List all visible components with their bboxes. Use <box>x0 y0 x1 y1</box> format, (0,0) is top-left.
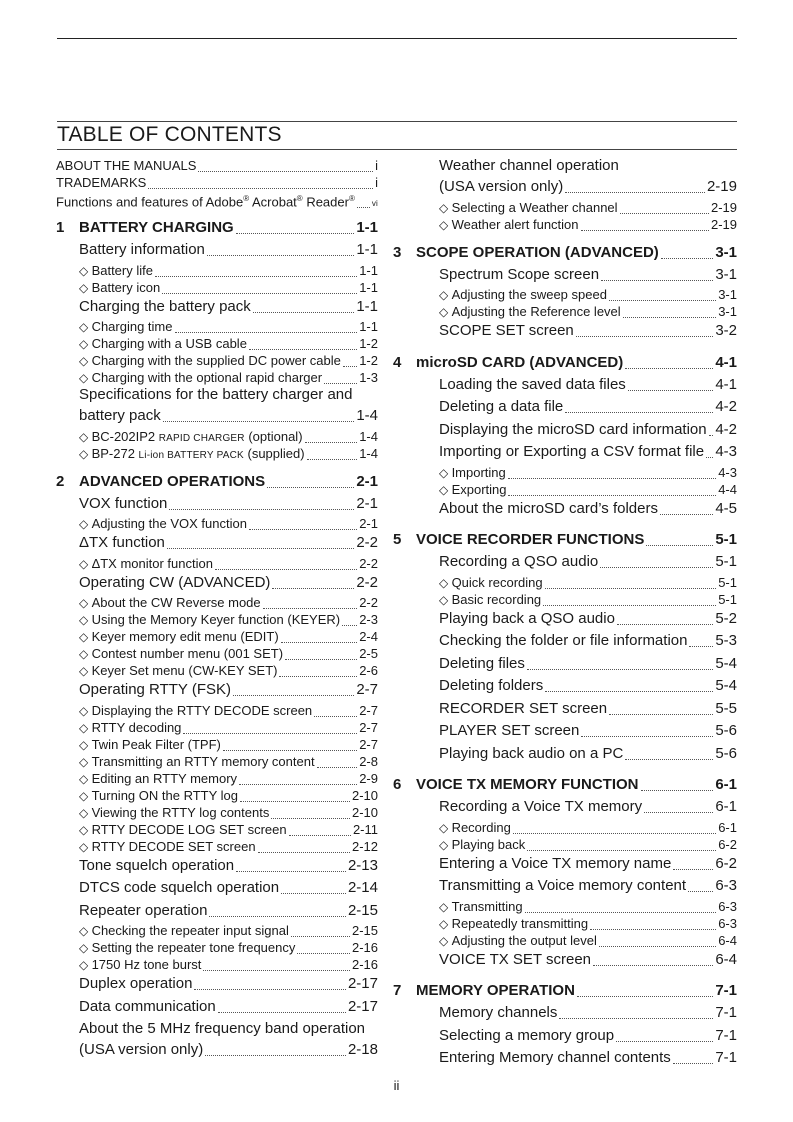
toc-entry-deleting-folders[interactable]: Deleting folders 5-4 <box>439 677 737 694</box>
toc-subentry-keyer-set-menu-cw-key-set[interactable]: ◇ Keyer Set menu (CW-KEY SET) 2-6 <box>56 661 378 678</box>
toc-subentry-adjusting-the-output-level[interactable]: ◇ Adjusting the output level 6-4 <box>416 931 737 948</box>
toc-entry-weather-line1[interactable]: Weather channel operation <box>439 157 619 174</box>
toc-entry-adobe-features[interactable]: Functions and features of Adobe® Acrobat® Reader® vi <box>56 194 378 210</box>
toc-subentry-adjusting-the-sweep-speed[interactable]: ◇ Adjusting the sweep speed 3-1 <box>416 285 737 302</box>
toc-subentry-about-the-cw-reverse-mode[interactable]: ◇ About the CW Reverse mode 2-2 <box>56 593 378 610</box>
toc-subentry-adjusting-the-vox-function[interactable]: ◇ Adjusting the VOX function 2-1 <box>56 514 378 531</box>
toc-entry-tx-function[interactable]: ΔTX function 2-2 <box>79 534 378 551</box>
chapter-6-heading[interactable]: 6 VOICE TX MEMORY FUNCTION 6-1 <box>393 776 737 793</box>
toc-entry-deleting-files[interactable]: Deleting files 5-4 <box>439 654 737 672</box>
chapter-2-entries <box>56 492 378 1018</box>
chapter-1-heading[interactable]: 1 BATTERY CHARGING 1-1 <box>56 219 378 236</box>
toc-subentry-rapid-charger[interactable]: ◇ Charging with the optional rapid charger 1-3 <box>56 368 378 385</box>
toc-entry-player-set-screen[interactable]: PLAYER SET screen 5-6 <box>439 722 737 739</box>
toc-left-column <box>56 156 378 1061</box>
toc-entry-memory-channels[interactable]: Memory channels 7-1 <box>439 1004 737 1021</box>
toc-entry-displaying-the-microsd-card-information[interactable]: Displaying the microSD card information 4-2 <box>439 420 737 438</box>
toc-subentry-displaying-the-rtty-decode-screen[interactable]: ◇ Displaying the RTTY DECODE screen 2-7 <box>56 701 378 718</box>
toc-entry-duplex-operation[interactable]: Duplex operation 2-17 <box>79 975 378 992</box>
chapter-7-heading[interactable]: 7 MEMORY OPERATION 7-1 <box>393 982 737 999</box>
toc-subentry-transmitting[interactable]: ◇ Transmitting 6-3 <box>416 897 737 914</box>
toc-entry-checking-the-folder-or-file-information[interactable]: Checking the folder or file information 5-3 <box>439 632 737 649</box>
toc-entry-vox-function[interactable]: VOX function 2-1 <box>79 494 378 512</box>
toc-entry-voice-tx-set-screen[interactable]: VOICE TX SET screen 6-4 <box>439 950 737 968</box>
chapter-5-heading[interactable]: 5 VOICE RECORDER FUNCTIONS 5-1 <box>393 531 737 548</box>
toc-subentry-recording[interactable]: ◇ Recording 6-1 <box>416 818 737 835</box>
toc-subentry-exporting[interactable]: ◇ Exporting 4-4 <box>416 480 737 497</box>
title-rule-bottom <box>57 149 737 150</box>
chapter-3-heading[interactable]: 3 SCOPE OPERATION (ADVANCED) 3-1 <box>393 243 737 261</box>
toc-entry-about-the-microsd-card-s-folders[interactable]: About the microSD card’s folders 4-5 <box>439 499 737 517</box>
right-chapters <box>393 232 737 1069</box>
toc-subentry-battery-life[interactable]: ◇ Battery life 1-1 <box>56 261 378 278</box>
toc-entry-data-communication[interactable]: Data communication 2-17 <box>79 997 378 1015</box>
toc-entry-entering-a-voice-tx-memory-name[interactable]: Entering a Voice TX memory name 6-2 <box>439 854 737 872</box>
toc-entry-spectrum-scope-screen[interactable]: Spectrum Scope screen 3-1 <box>439 265 737 283</box>
toc-subentry-bp272[interactable]: ◇ BP-272 Li-ion BATTERY PACK (supplied) 1-4 <box>56 444 378 461</box>
toc-subentry-rtty-decoding[interactable]: ◇ RTTY decoding 2-7 <box>56 718 378 735</box>
toc-entry-5mhz-line1[interactable]: About the 5 MHz frequency band operation <box>79 1020 366 1037</box>
toc-entry-5mhz-line2[interactable]: (USA version only) 2-18 <box>79 1041 378 1058</box>
toc-subentry-keyer-memory-edit-menu-edit[interactable]: ◇ Keyer memory edit menu (EDIT) 2-4 <box>56 627 378 644</box>
toc-entry-playing-back-audio-on-a-pc[interactable]: Playing back audio on a PC 5-6 <box>439 744 737 762</box>
toc-subentry-usb-cable[interactable]: ◇ Charging with a USB cable 1-2 <box>56 334 378 351</box>
toc-subentry-viewing-the-rtty-log-contents[interactable]: ◇ Viewing the RTTY log contents 2-10 <box>56 803 378 820</box>
toc-entry-operating-rtty-fsk[interactable]: Operating RTTY (FSK) 2-7 <box>79 681 378 698</box>
toc-subentry-contest-number-menu-001-set[interactable]: ◇ Contest number menu (001 SET) 2-5 <box>56 644 378 661</box>
toc-entry-operating-cw-advanced[interactable]: Operating CW (ADVANCED) 2-2 <box>79 573 378 591</box>
toc-subentry-editing-an-rtty-memory[interactable]: ◇ Editing an RTTY memory 2-9 <box>56 769 378 786</box>
toc-subentry-quick-recording[interactable]: ◇ Quick recording 5-1 <box>416 573 737 590</box>
toc-subentry-basic-recording[interactable]: ◇ Basic recording 5-1 <box>416 590 737 607</box>
toc-entry-battery-information[interactable]: Battery information 1-1 <box>79 241 378 258</box>
toc-right-column <box>393 156 737 1069</box>
toc-subentry-repeatedly-transmitting[interactable]: ◇ Repeatedly transmitting 6-3 <box>416 914 737 931</box>
toc-entry-charging-pack[interactable]: Charging the battery pack 1-1 <box>79 297 378 315</box>
page-number: ii <box>393 1078 400 1093</box>
toc-entry-specifications-line1[interactable]: Specifications for the battery charger and <box>79 386 353 403</box>
toc-entry-specifications-line2[interactable]: battery pack 1-4 <box>79 407 378 424</box>
page-title: TABLE OF CONTENTS <box>57 123 282 146</box>
toc-subentry-rtty-decode-log-set-screen[interactable]: ◇ RTTY DECODE LOG SET screen 2-11 <box>56 820 378 837</box>
toc-entry-trademarks[interactable]: TRADEMARKS i <box>56 175 378 190</box>
toc-entry-deleting-a-data-file[interactable]: Deleting a data file 4-2 <box>439 398 737 415</box>
toc-subentry-turning-on-the-rtty-log[interactable]: ◇ Turning ON the RTTY log 2-10 <box>56 786 378 803</box>
toc-subentry-bc202[interactable]: ◇ BC-202IP2 RAPID CHARGER (optional) 1-4 <box>56 427 378 444</box>
toc-entry-entering-memory-channel-contents[interactable]: Entering Memory channel contents 7-1 <box>439 1049 737 1066</box>
toc-subentry-dc-cable[interactable]: ◇ Charging with the supplied DC power cable 1-2 <box>56 351 378 368</box>
toc-entry-transmitting-a-voice-memory-content[interactable]: Transmitting a Voice memory content 6-3 <box>439 877 737 894</box>
toc-entry-dtcs-code-squelch-operation[interactable]: DTCS code squelch operation 2-14 <box>79 879 378 896</box>
toc-subentry-transmitting-an-rtty-memory-content[interactable]: ◇ Transmitting an RTTY memory content 2-8 <box>56 752 378 769</box>
toc-subentry-charging-time[interactable]: ◇ Charging time 1-1 <box>56 317 378 334</box>
toc-entry-playing-back-a-qso-audio[interactable]: Playing back a QSO audio 5-2 <box>439 609 737 627</box>
toc-entry-weather-line2[interactable]: (USA version only) 2-19 <box>439 178 737 195</box>
top-rule <box>57 38 737 39</box>
toc-subentry-battery-icon[interactable]: ◇ Battery icon 1-1 <box>56 278 378 295</box>
toc-entry-recording-a-voice-tx-memory[interactable]: Recording a Voice TX memory 6-1 <box>439 798 737 815</box>
toc-subentry-adjusting-the-reference-level[interactable]: ◇ Adjusting the Reference level 3-1 <box>416 302 737 319</box>
toc-entry-selecting-a-memory-group[interactable]: Selecting a memory group 7-1 <box>439 1026 737 1044</box>
toc-subentry-rtty-decode-set-screen[interactable]: ◇ RTTY DECODE SET screen 2-12 <box>56 837 378 854</box>
toc-entry-scope-set-screen[interactable]: SCOPE SET screen 3-2 <box>439 322 737 339</box>
toc-subentry-tx-monitor-function[interactable]: ◇ ΔTX monitor function 2-2 <box>56 554 378 571</box>
toc-subentry-setting-the-repeater-tone-frequency[interactable]: ◇ Setting the repeater tone frequency 2-16 <box>56 938 378 955</box>
toc-entry-repeater-operation[interactable]: Repeater operation 2-15 <box>79 901 378 919</box>
chapter-2-heading[interactable]: 2 ADVANCED OPERATIONS 2-1 <box>56 472 378 490</box>
toc-subentry-twin-peak-filter-tpf[interactable]: ◇ Twin Peak Filter (TPF) 2-7 <box>56 735 378 752</box>
toc-subentry-weather-channel[interactable]: ◇ Selecting a Weather channel 2-19 <box>416 198 737 215</box>
toc-subentry-playing-back[interactable]: ◇ Playing back 6-2 <box>416 835 737 852</box>
toc-subentry-1750-hz-tone-burst[interactable]: ◇ 1750 Hz tone burst 2-16 <box>56 955 378 972</box>
toc-entry-about-manuals[interactable]: ABOUT THE MANUALS i <box>56 158 378 173</box>
toc-entry-importing-or-exporting-a-csv-format-file[interactable]: Importing or Exporting a CSV format file 4-3 <box>439 443 737 460</box>
toc-subentry-using-the-memory-keyer-function-keyer[interactable]: ◇ Using the Memory Keyer function (KEYER) 2-3 <box>56 610 378 627</box>
toc-subentry-checking-the-repeater-input-signal[interactable]: ◇ Checking the repeater input signal 2-15 <box>56 921 378 938</box>
toc-subentry-weather-alert[interactable]: ◇ Weather alert function 2-19 <box>416 215 737 232</box>
toc-entry-tone-squelch-operation[interactable]: Tone squelch operation 2-13 <box>79 856 378 874</box>
title-rule-top <box>57 121 737 122</box>
toc-subentry-importing[interactable]: ◇ Importing 4-3 <box>416 463 737 480</box>
toc-entry-recorder-set-screen[interactable]: RECORDER SET screen 5-5 <box>439 699 737 717</box>
toc-entry-recording-a-qso-audio[interactable]: Recording a QSO audio 5-1 <box>439 553 737 570</box>
toc-entry-loading-the-saved-data-files[interactable]: Loading the saved data files 4-1 <box>439 375 737 393</box>
chapter-4-heading[interactable]: 4 microSD CARD (ADVANCED) 4-1 <box>393 353 737 371</box>
